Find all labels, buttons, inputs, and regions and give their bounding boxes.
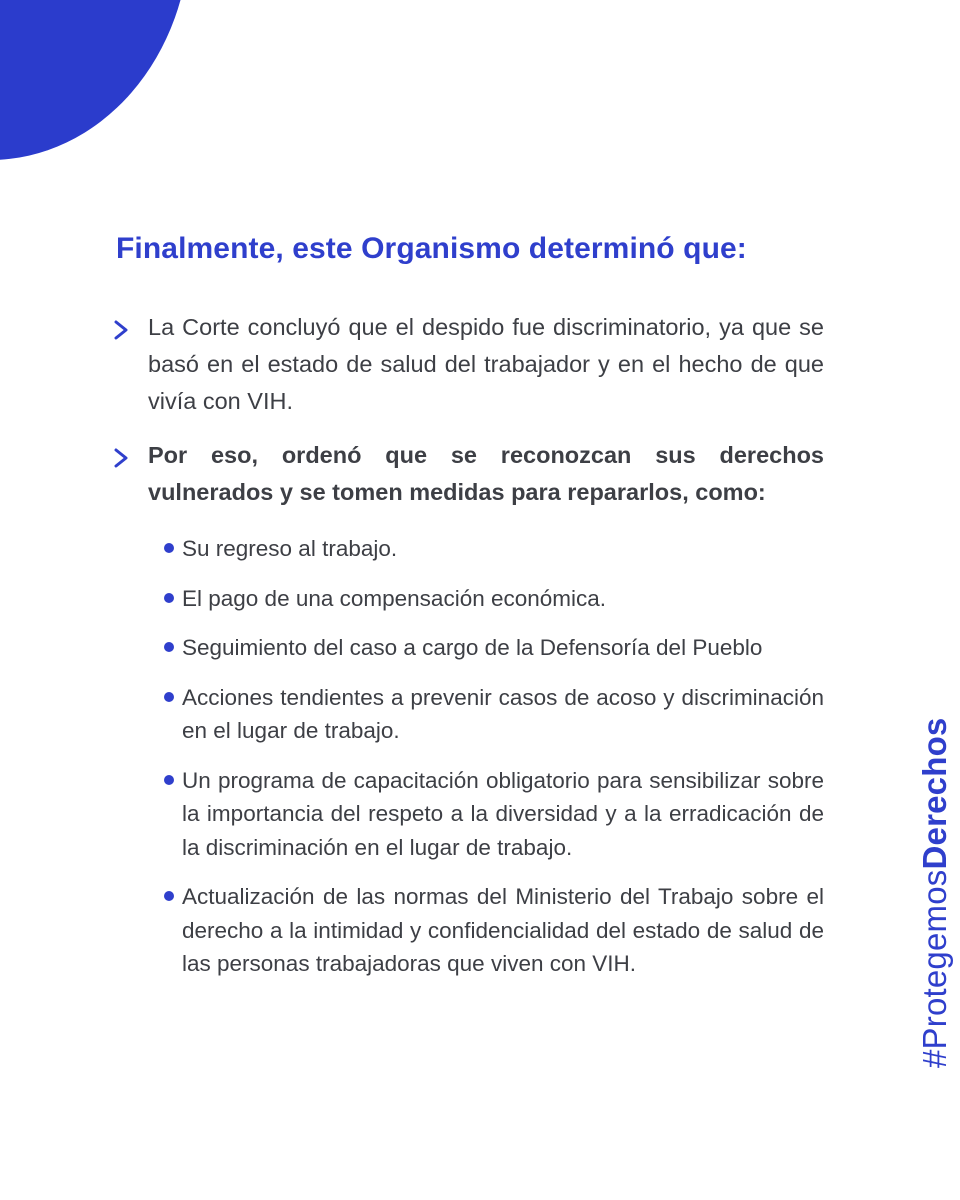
list-item-text: Seguimiento del caso a cargo de la Defensoría del Pueblo — [182, 635, 763, 660]
list-item-text: Actualización de las normas del Ministerio del Trabajo sobre el derecho a la intimidad y confidencialidad del estado de salud de las personas trabajadoras que viven con VIH. — [182, 884, 824, 976]
hashtag-prefix: #Protegemos — [916, 869, 953, 1068]
dot-icon — [164, 543, 174, 553]
list-item — [148, 631, 824, 665]
page-title: Finalmente, este Organismo determinó que: — [116, 232, 747, 265]
dot-icon — [164, 642, 174, 652]
dot-icon — [164, 775, 174, 785]
list-item — [148, 681, 824, 748]
hashtag — [916, 718, 954, 1069]
corner-decoration-circle — [0, 0, 190, 160]
findings-list — [110, 309, 824, 997]
dot-icon — [164, 692, 174, 702]
dot-icon — [164, 891, 174, 901]
hashtag-emphasis: Derechos — [916, 717, 953, 870]
list-item — [110, 437, 824, 511]
list-item-text: Un programa de capacitación obligatorio para sensibilizar sobre la importancia del respeto a la diversidad y a la erradicación de la discriminación en el lugar de trabajo. — [182, 767, 824, 860]
list-item — [148, 764, 824, 865]
list-item — [148, 582, 824, 616]
list-item-text: La Corte concluyó que el despido fue discriminatorio, ya que se basó en el estado de salud del trabajador y en el hecho de que vivía con VIH. — [148, 314, 824, 414]
list-item-text: Acciones tendientes a prevenir casos de acoso y discriminación en el lugar de trabajo. — [182, 684, 824, 743]
list-item — [148, 880, 824, 981]
list-item — [148, 532, 824, 566]
list-item-text: Por eso, ordenó que se reconozcan sus derechos vulnerados y se tomen medidas para repararlos, como: — [148, 442, 824, 505]
list-item-text: El pago de una compensación económica. — [182, 585, 607, 611]
measures-list — [110, 532, 824, 981]
list-item — [110, 309, 824, 420]
chevron-right-icon — [113, 320, 129, 340]
measures-container — [110, 532, 824, 981]
dot-icon — [164, 593, 174, 603]
chevron-right-icon — [113, 448, 129, 468]
list-item-text: Su regreso al trabajo. — [182, 536, 398, 561]
